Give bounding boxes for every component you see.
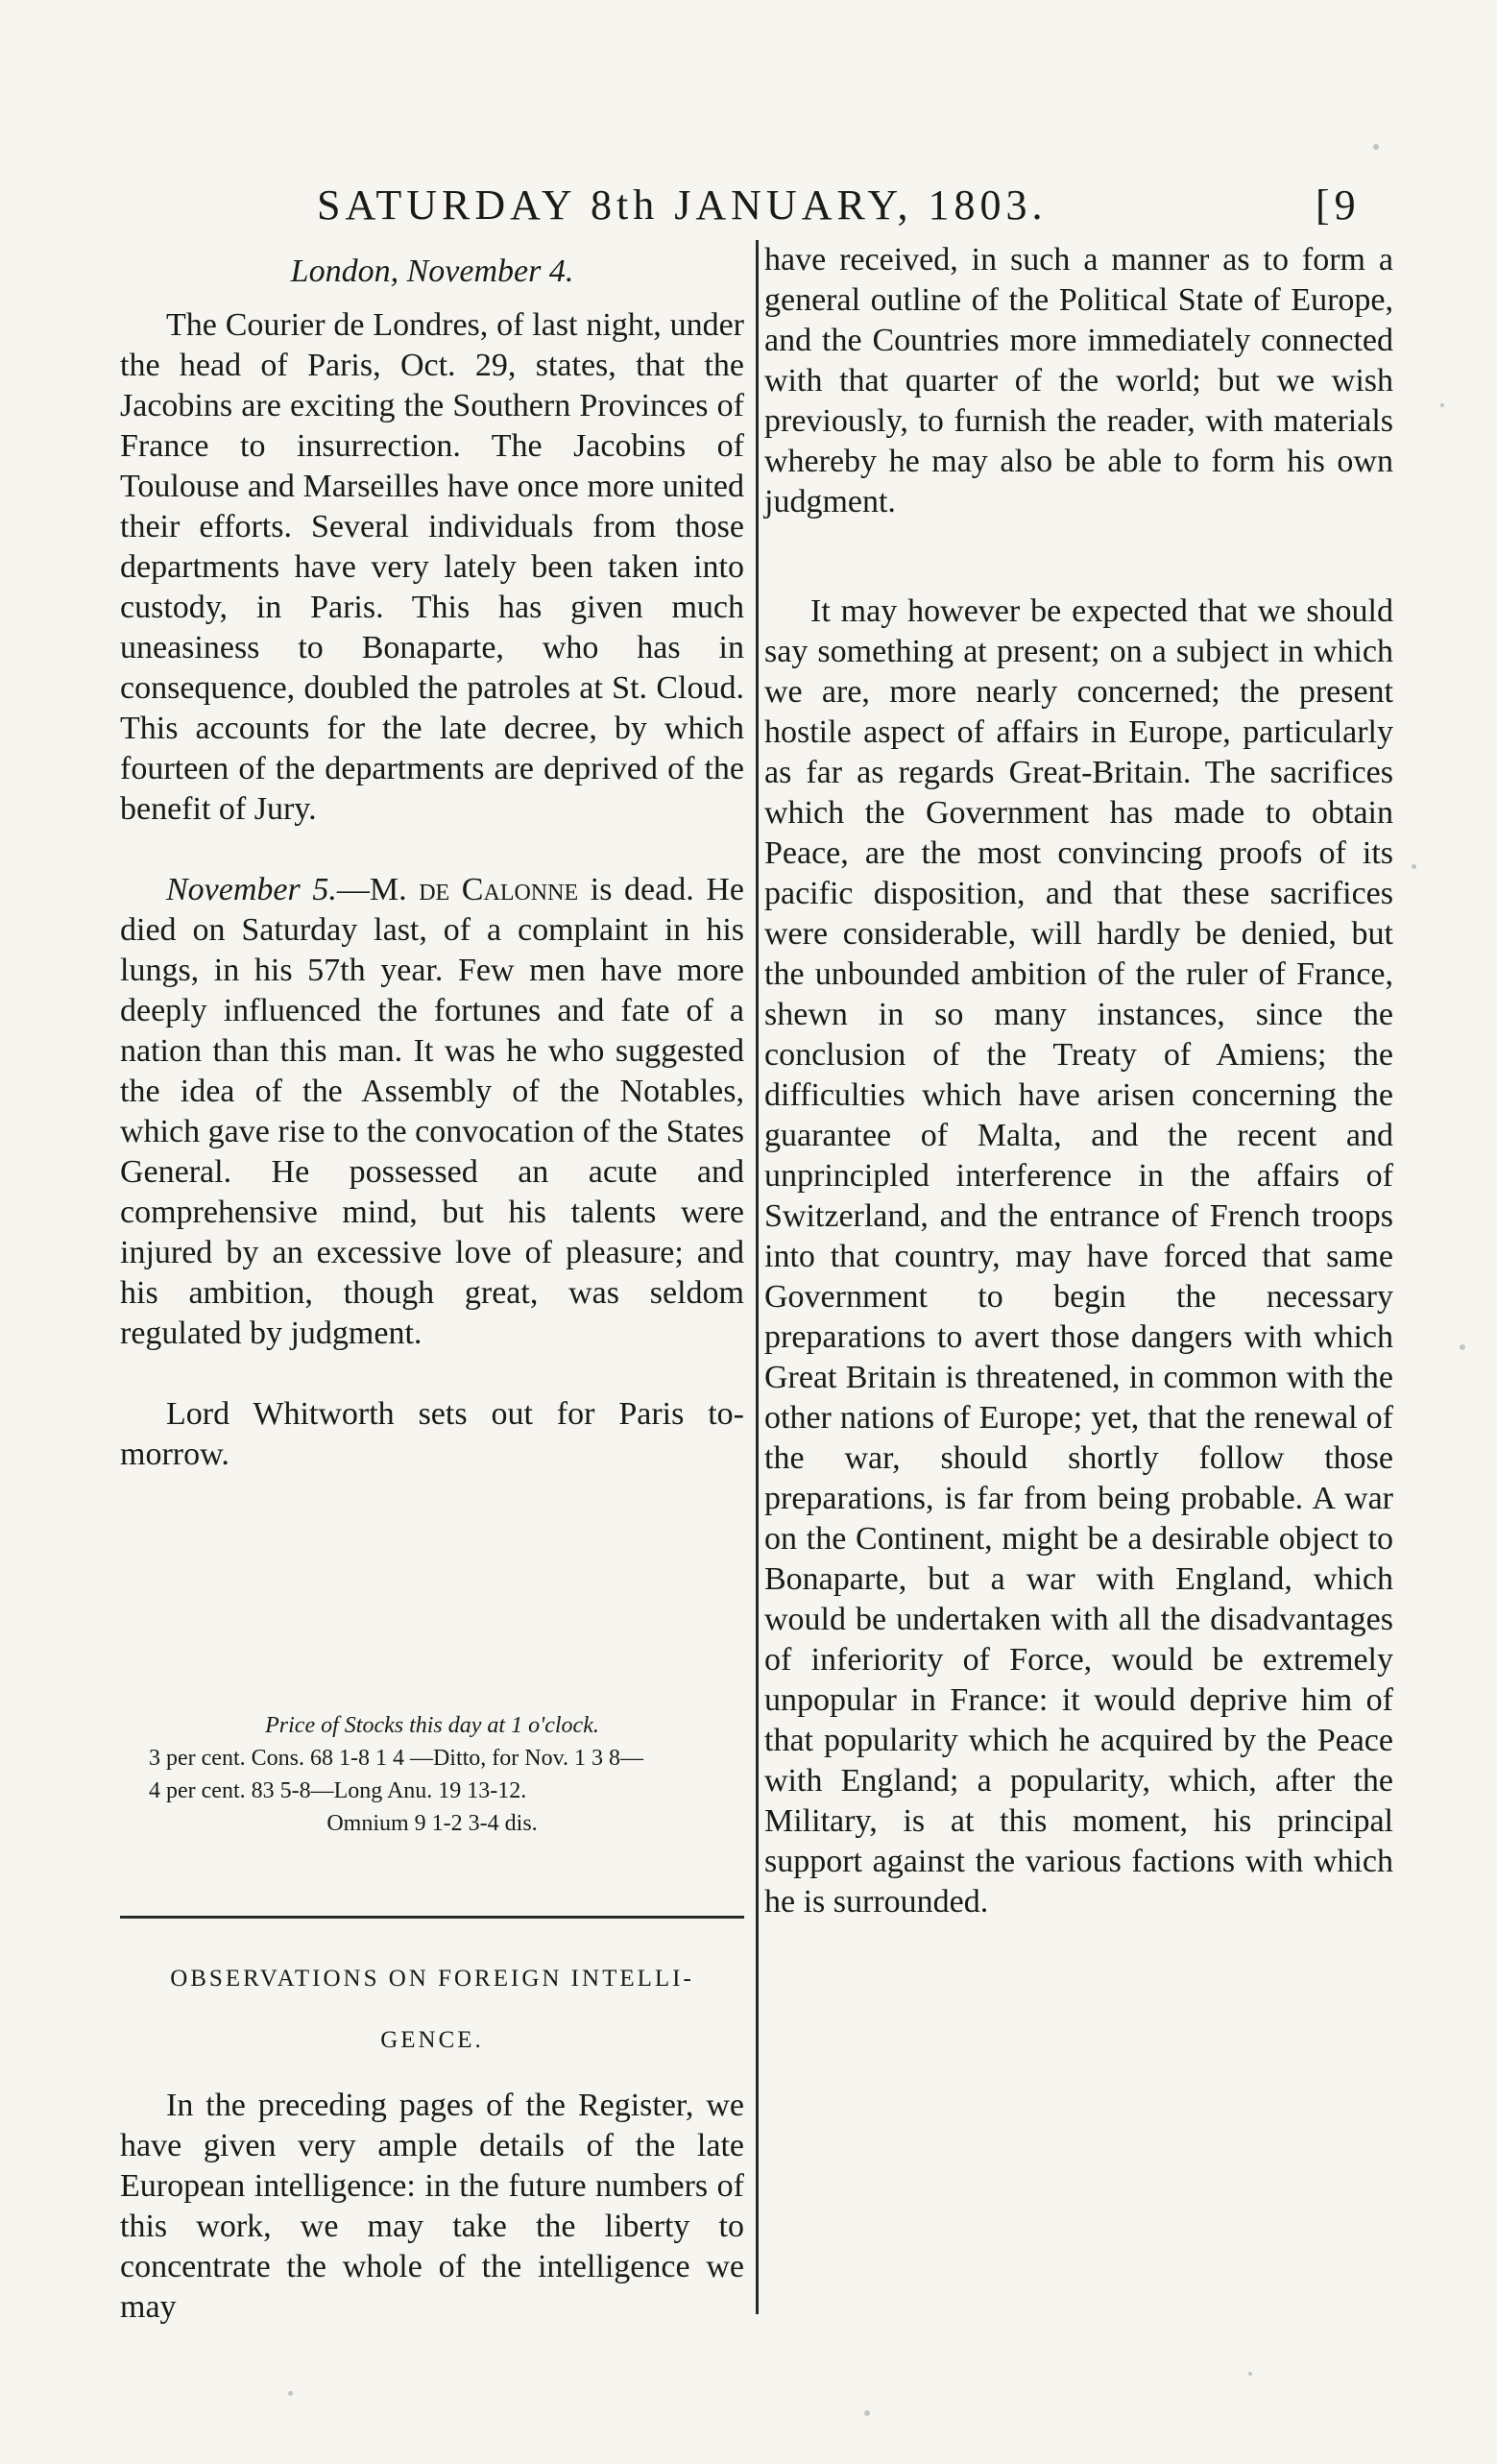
paragraph-text: is dead. He died on Saturday last, of a complaint in his lungs, in his 57th year. Few men have more deeply influenced the fortunes and fate of a nation than this man. It was he who suggested the idea of the Assembly of the Notables, which gave rise to the convocation of the States General. He possessed an acute and comprehensive mind, but his talents were injured by an excessive love of pleasure; and his ambition, though great, was seldom regulated by judgment.	[120, 872, 744, 1351]
stock-line: 4 per cent. 83 5-8—Long Anu. 19 13-12.	[149, 1778, 527, 1803]
right-column	[764, 240, 1393, 1922]
column-divider	[756, 240, 759, 2314]
dateline: London, November 4.	[290, 254, 574, 289]
paper-speck	[288, 2391, 293, 2396]
header-title: SATURDAY 8th JANUARY, 1803.	[317, 181, 1048, 229]
person-name: M. de Calonne	[369, 872, 579, 907]
article-paragraph: In the preceding pages of the Register, we have given very ample details of the late European intelligence: in the future numbers of this work, we may take the liberty to concentrate the whole of the intelligence we may	[120, 2088, 744, 2325]
paper-speck	[1440, 403, 1444, 407]
paper-speck	[1460, 1344, 1465, 1350]
observations-section	[120, 1959, 744, 2328]
stock-prices	[120, 1709, 744, 1840]
article-paragraph: have received, in such a manner as to form a general outline of the Political State of Europe, and the Countries more immediately connected with that quarter of the world; but we wish previously, to furnish the reader, with materials whereby he may also be able to form his own judgment.	[764, 242, 1393, 519]
stock-line: Omnium 9 1-2 3-4 dis.	[326, 1811, 538, 1836]
article-paragraph: November 5.—M. de Calonne is dead. He died on Saturday last, of a complaint in his lungs, in his 57th year. Few men have more deeply influenced the fortunes and fate of a nation than this man. It was he who suggested the idea of the Assembly of the Notables, which gave rise to the convocation of the States General. He possessed an acute and comprehensive mind, but his talents were injured by an excessive love of pleasure; and his ambition, though great, was seldom regulated by judgment.	[120, 872, 744, 1351]
article-paragraph: Lord Whitworth sets out for Paris to-morrow.	[120, 1396, 744, 1472]
date-label: November 5.	[166, 872, 337, 907]
page-number: [9	[1316, 181, 1361, 229]
left-column	[120, 252, 744, 1475]
section-rule	[120, 1916, 744, 1919]
stocks-caption: Price of Stocks this day at 1 o'clock.	[265, 1713, 599, 1738]
page-header	[317, 181, 1402, 238]
paper-speck	[1412, 864, 1416, 869]
article-paragraph: It may however be expected that we should say something at present; on a subject in which we are, more nearly concerned; the present hostile aspect of affairs in Europe, particularly as far as regards Great-Britain. The sacrifices which the Government has made to obtain Peace, are the most convincing proofs of its pacific disposition, and that these sacrifices were considerable, will hardly be denied, but the unbounded ambition of the ruler of France, shewn in so many instances, since the conclusion of the Treaty of Amiens; the difficulties which have arisen concerning the guarantee of Malta, and the recent and unprincipled interference in the affairs of Switzerland, and the entrance of French troops into that country, may have forced that same Government to begin the necessary preparations to avert those dangers with which Great Britain is threatened, in common with the other nations of Europe; yet, that the renewal of the war, should shortly follow those preparations, is far from being probable. A war on the Continent, might be a desirable object to Bonaparte, but a war with England, which would be undertaken with all the disadvantages of inferiority of Force, would be extremely unpopular in France: it would deprive him of that popularity which he acquired by the Peace with England; a popularity, which, after the Military, is at this moment, his principal support against the various factions with which he is surrounded.	[764, 593, 1393, 1920]
section-heading: GENCE.	[380, 2027, 484, 2053]
paper-speck	[1248, 2372, 1252, 2376]
paper-speck	[1373, 144, 1379, 150]
paper-speck	[864, 2410, 870, 2416]
stock-line: 3 per cent. Cons. 68 1-8 1 4 —Ditto, for Nov. 1 3 8—	[149, 1746, 644, 1771]
section-heading: OBSERVATIONS ON FOREIGN INTELLI-	[170, 1966, 694, 1992]
article-paragraph: The Courier de Londres, of last night, under the head of Paris, Oct. 29, states, that the Jacobins are exciting the Southern Provinces of France to insurrection. The Jacobins of Toulouse and Marseilles have once more united their efforts. Several individuals from those departments have very lately been taken into custody, in Paris. This has given much uneasiness to Bonaparte, who has in consequence, doubled the patroles at St. Cloud. This accounts for the late decree, by which fourteen of the departments are deprived of the benefit of Jury.	[120, 307, 744, 827]
